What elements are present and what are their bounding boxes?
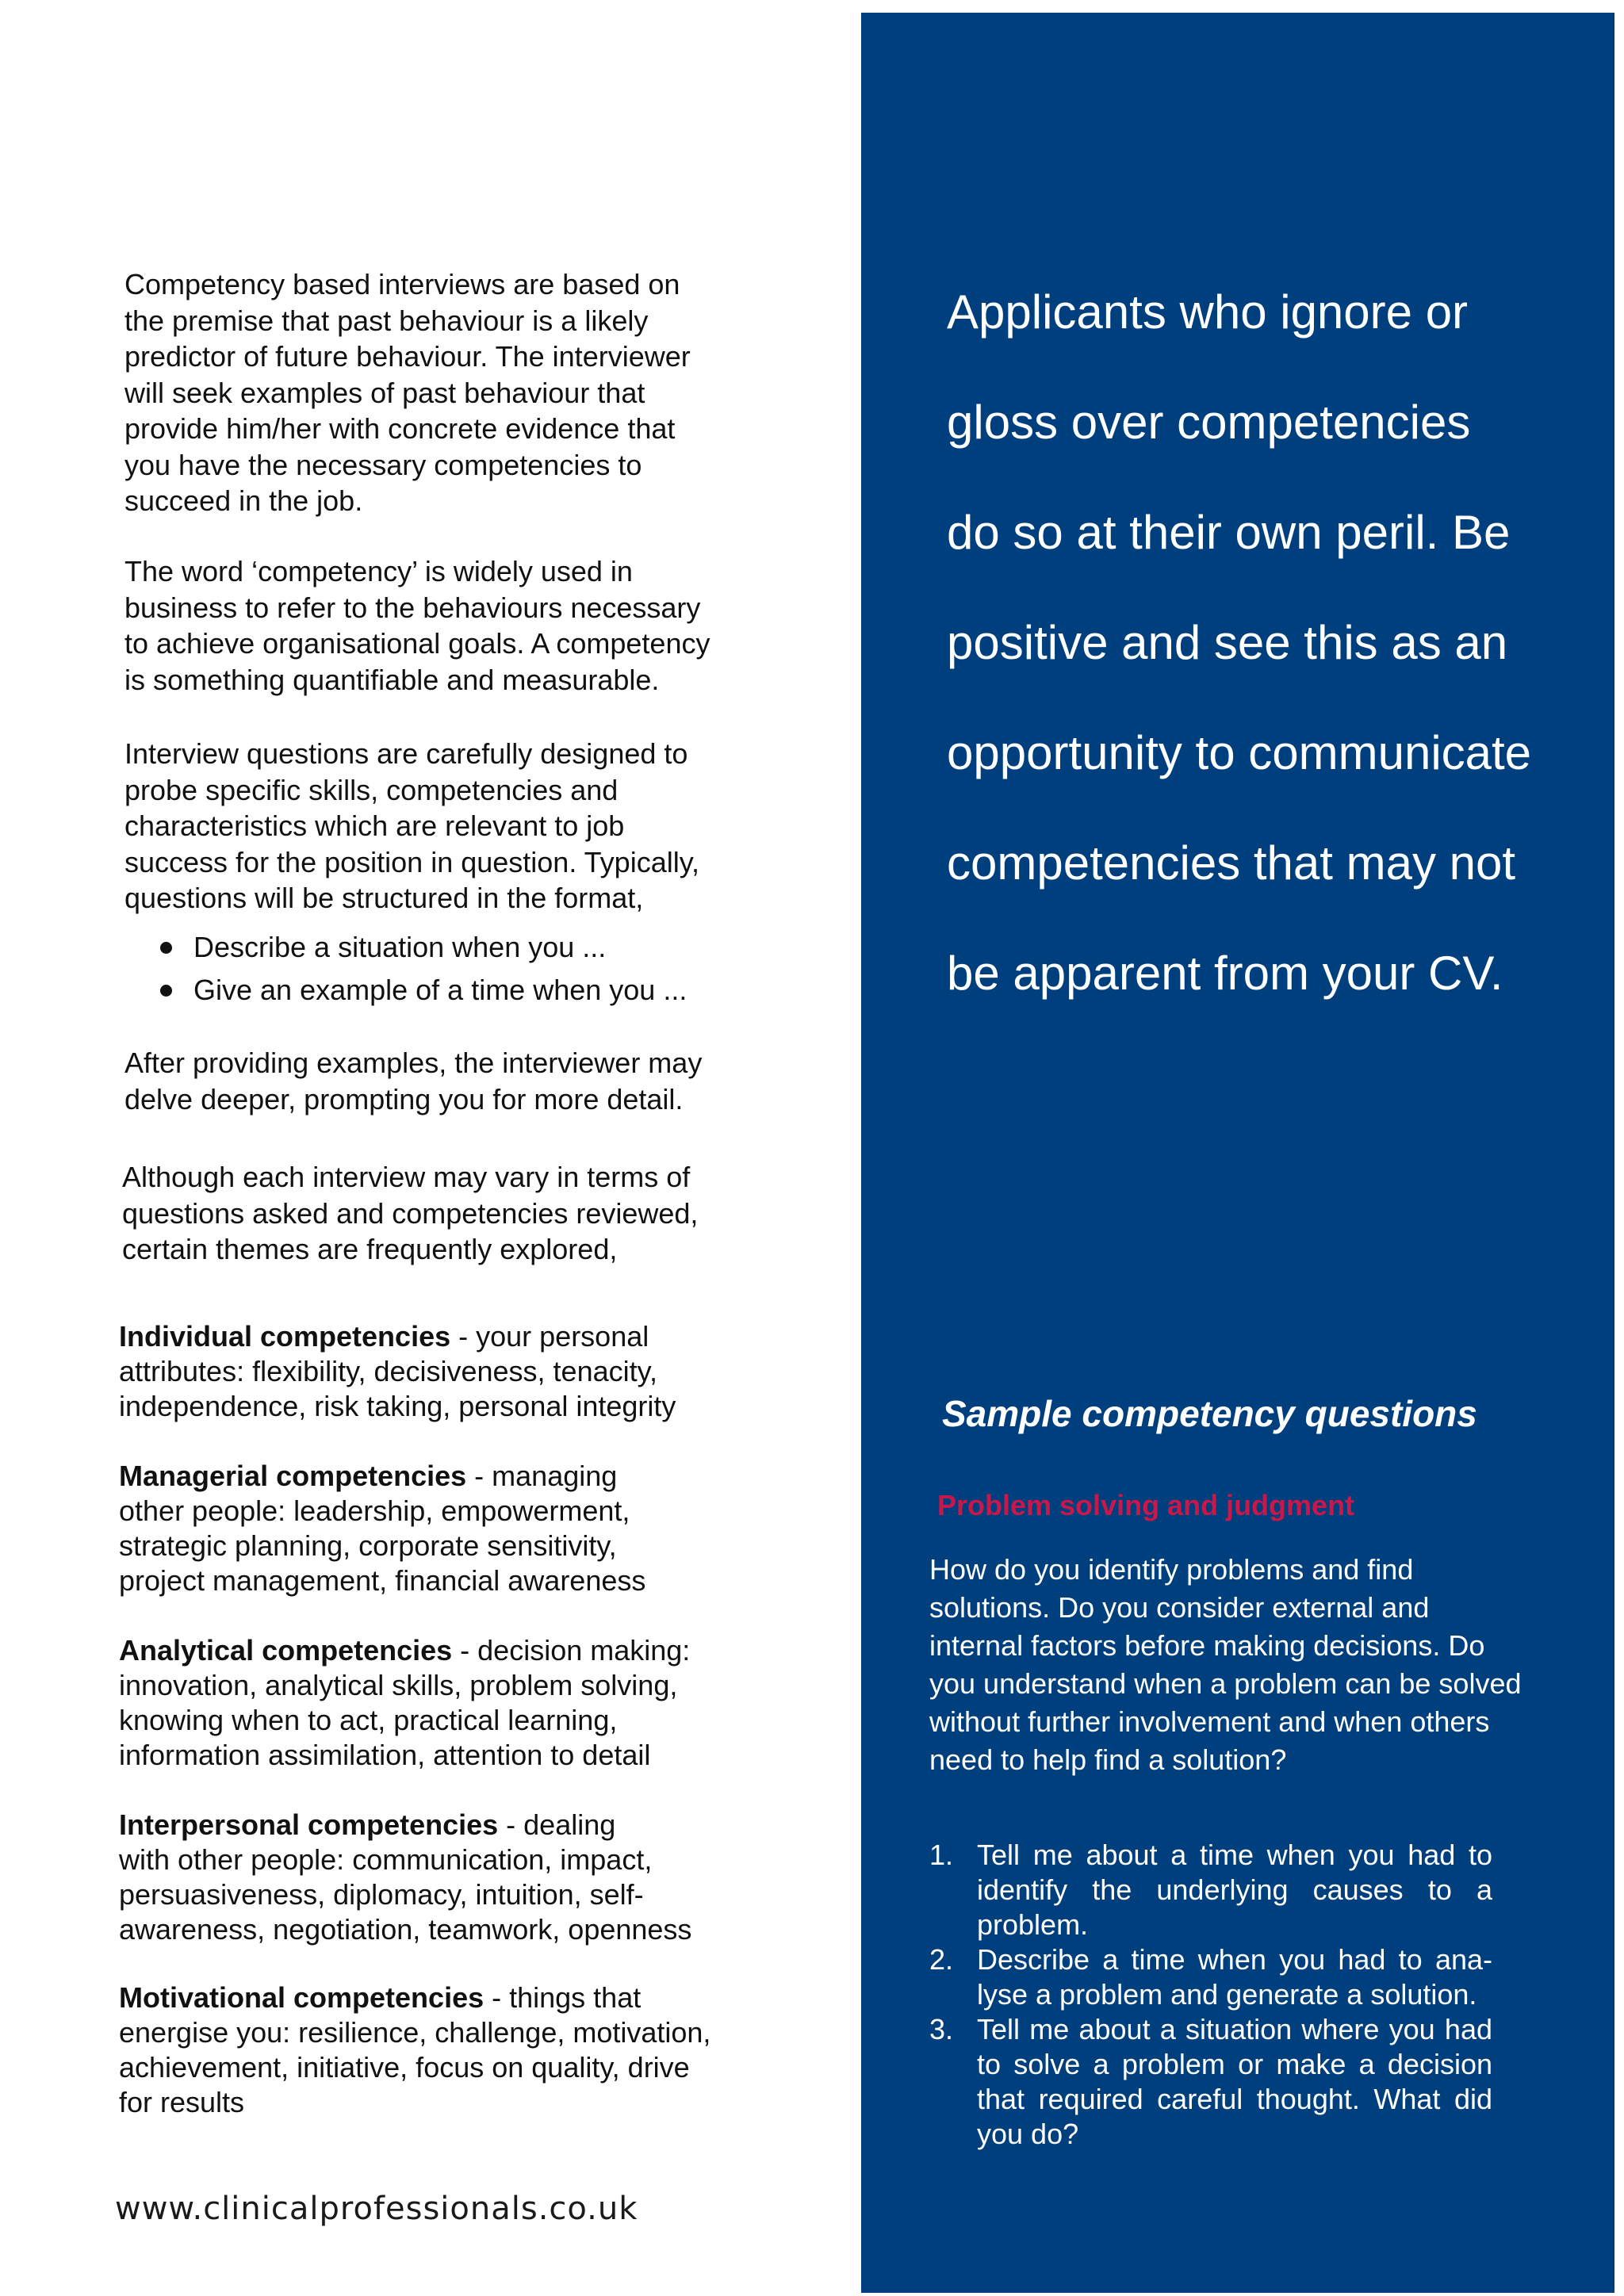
- interview-questions-paragraph: Interview questions are carefully designed to probe specific skills, competencies and characteristics which are relevant to job success for the position in question. Typically, questions will be structured in the format,: [124, 737, 700, 914]
- analytical-competencies: Analytical competencies - decision making: innovation, analytical skills, problem solving, knowing when to act, practical learning, information assimilation, attention to detail: [119, 1634, 691, 1771]
- list-item: 1. Tell me about a time when you had to identify the underlying causes to a problem.: [929, 1839, 1492, 1941]
- pull-quote: Applicants who ignore or gloss over competencies do so at their own peril. Be positive and see this as an opportunity to communicate competencies that may not be apparent from your CV.: [947, 285, 1532, 1000]
- sample-questions-list: [929, 1838, 1492, 2152]
- competency-definition-paragraph: The word ‘competency’ is widely used in business to refer to the behaviours necessary to achieve organisational goals. A competency is something quantifiable and measurable.: [124, 555, 710, 696]
- list-item: Describe a situation when you ...: [157, 926, 687, 969]
- motivational-competencies: Motivational competencies - things that energise you: resilience, challenge, motivation, achievement, initiative, focus on quality, drive for results: [119, 1981, 711, 2118]
- intro-paragraph: Competency based interviews are based on the premise that past behaviour is a likely predictor of future behaviour. The interviewer will seek examples of past behaviour that provide him/her with concrete evidence that you have the necessary competencies to succeed in the job.: [124, 268, 691, 517]
- bullet-icon: [160, 985, 172, 997]
- list-item: 2. Describe a time when you had to ana-lyse a problem and generate a solution.: [929, 1943, 1492, 2011]
- list-item: 3. Tell me about a situation where you had to solve a problem or make a decision that required careful thought. What did you do?: [929, 2013, 1492, 2150]
- bullet-icon: [160, 942, 172, 954]
- website-url: www.clinicalprofessionals.co.uk: [115, 2191, 638, 2227]
- themes-paragraph: Although each interview may vary in terms of questions asked and competencies reviewed, certain themes are frequently explored,: [122, 1161, 699, 1265]
- section-subtitle: Problem solving and judgment: [937, 1489, 1355, 1521]
- list-item: Give an example of a time when you ...: [157, 969, 687, 1012]
- follow-up-paragraph: After providing examples, the interviewer may delve deeper, prompting you for more detail.: [124, 1047, 703, 1115]
- right-panel: [861, 13, 1614, 2293]
- individual-competencies: Individual competencies - your personal attributes: flexibility, decisiveness, tenacity, independence, risk taking, personal integrity: [119, 1320, 676, 1422]
- managerial-competencies: Managerial competencies - managing other people: leadership, empowerment, strategic planning, corporate sensitivity, project management, financial awareness: [119, 1460, 646, 1597]
- interpersonal-competencies: Interpersonal competencies - dealing with other people: communication, impact, persuasiveness, diplomacy, intuition, self- awareness, negotiation, teamwork, openness: [119, 1808, 692, 1946]
- sample-questions-title: Sample competency questions: [942, 1393, 1477, 1434]
- question-format-list: [157, 926, 687, 1012]
- problem-solving-intro: How do you identify problems and find solutions. Do you consider external and internal factors before making decisions. Do you understand when a problem can be solved without further involvement and when others need to help find a solution?: [929, 1553, 1522, 1776]
